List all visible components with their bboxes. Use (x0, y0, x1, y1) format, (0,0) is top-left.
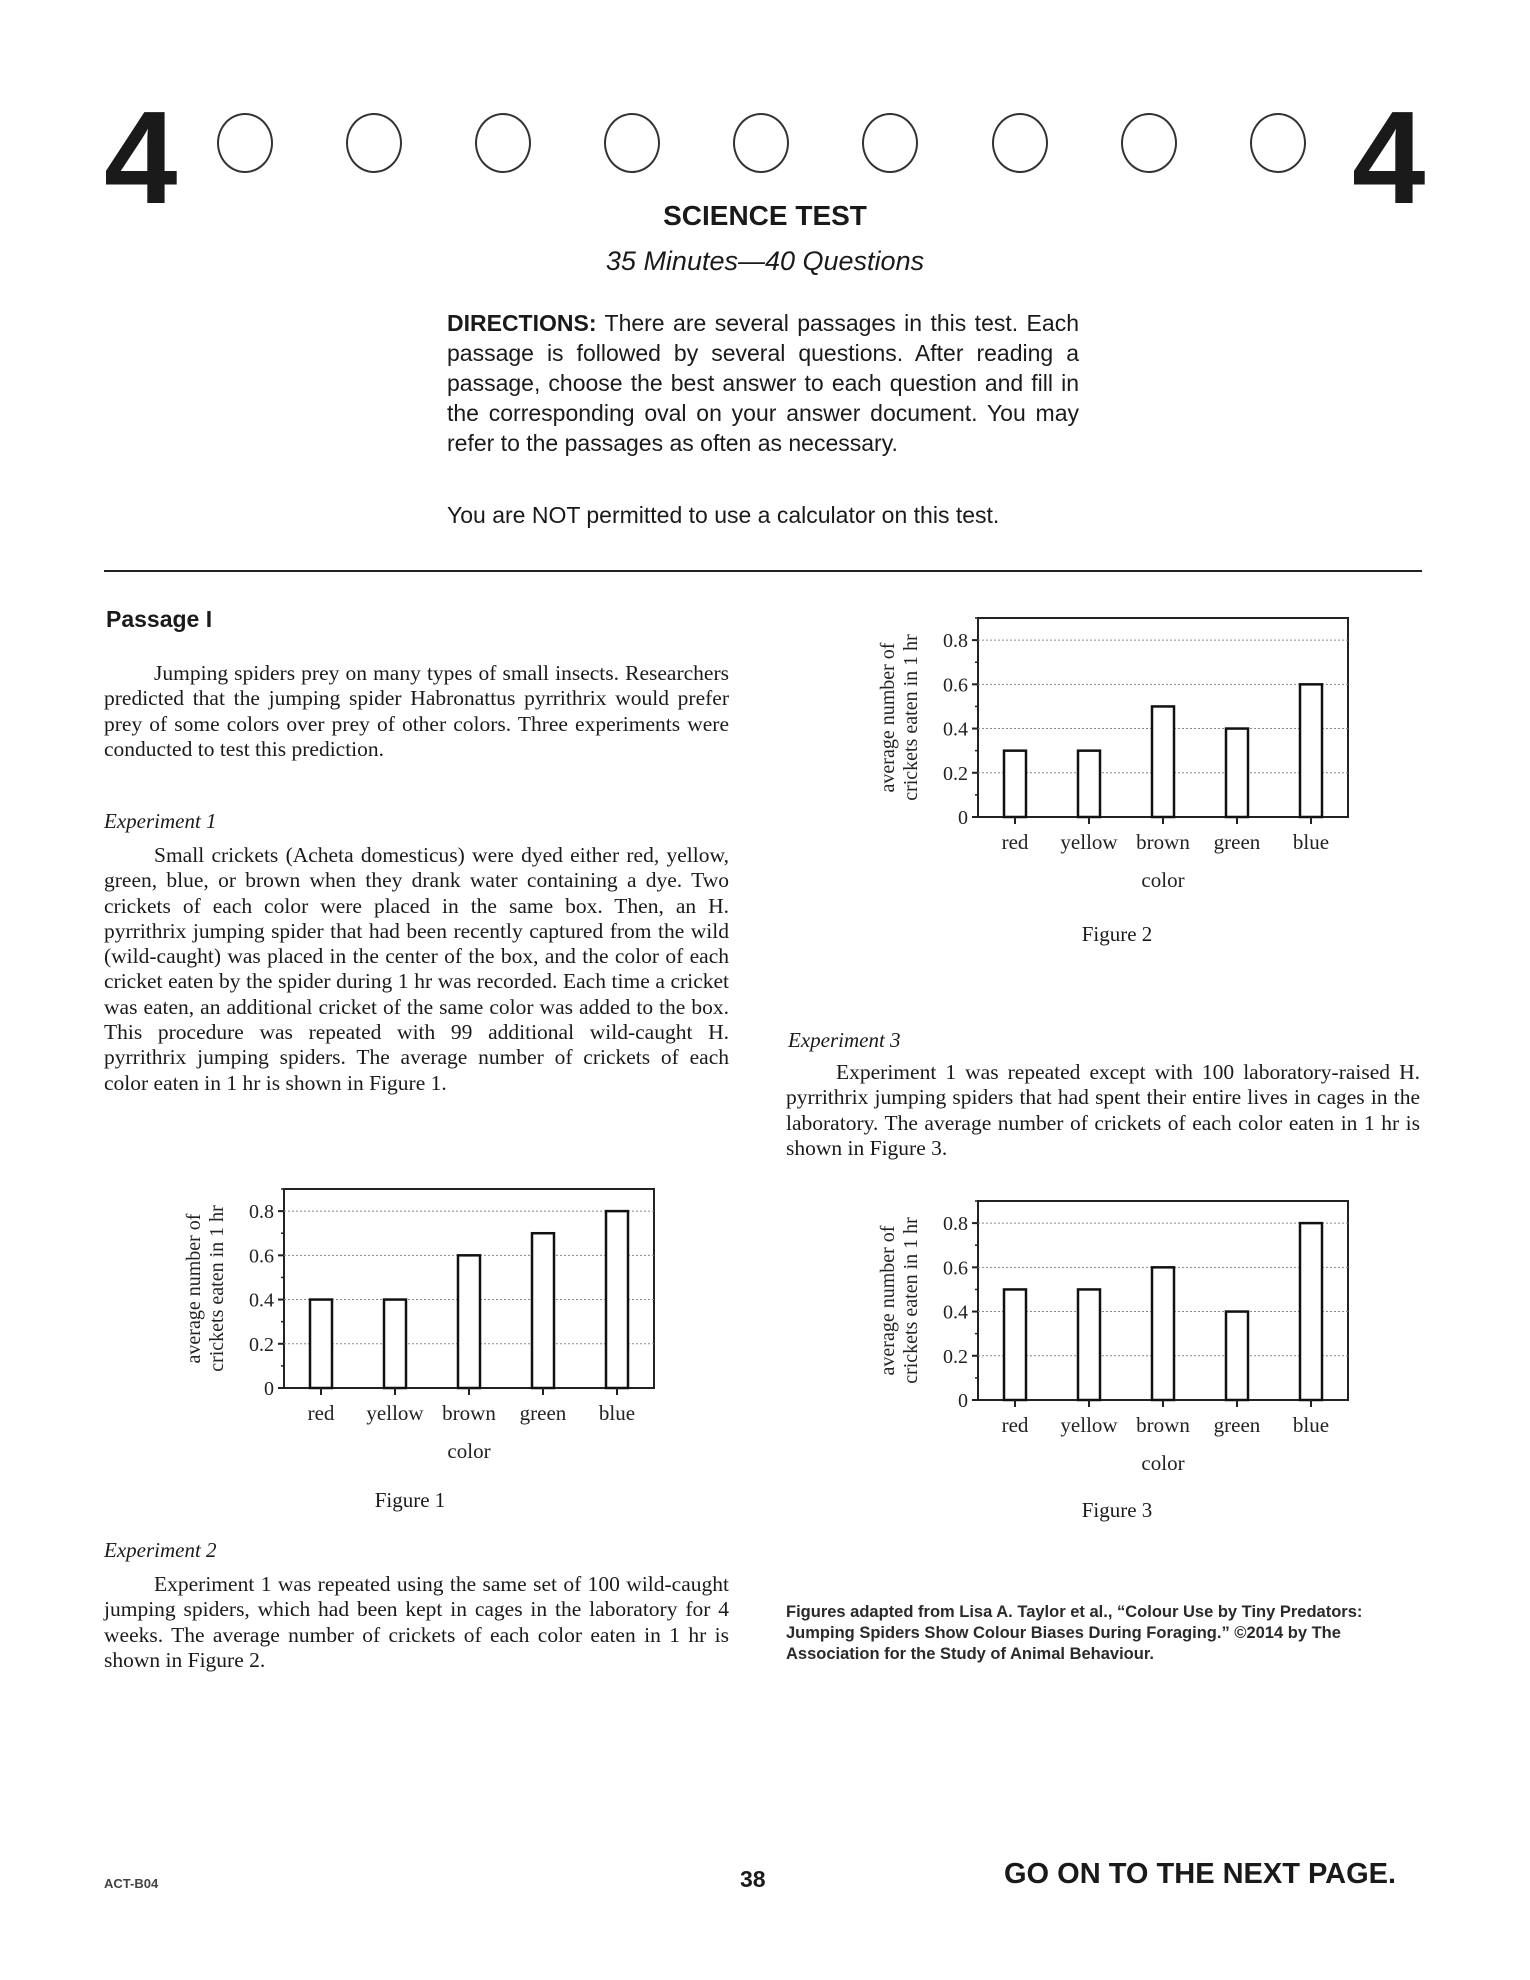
bar-brown (1152, 1267, 1174, 1400)
y-axis-label: average number of (183, 1213, 205, 1364)
figure1-caption: Figure 1 (374, 1488, 446, 1512)
calculator-note: You are NOT permitted to use a calculator on this test. (447, 502, 1000, 528)
oval-icon (604, 113, 660, 173)
figure1-chart (176, 1183, 666, 1473)
x-tick-label: green (519, 1401, 567, 1425)
y-tick-label: 0.8 (249, 1201, 274, 1224)
experiment2-text (104, 1572, 729, 1673)
figure2-caption: Figure 2 (1081, 922, 1153, 946)
x-tick-label: red (1001, 1413, 1029, 1437)
oval-icon (217, 113, 273, 173)
directions-text: There are several passages in this test. Each passage is followed by several questions. After reading a passage, choose the best answer to each question and fill in the corresponding oval on your answer document. You may refer to the passages as often as necessary. (447, 310, 1079, 456)
bar-red (1004, 751, 1026, 817)
y-tick-label: 0.4 (943, 1301, 968, 1324)
figure-credit: Figures adapted from Lisa A. Taylor et al., “Colour Use by Tiny Predators: Jumping Spiders Show Colour Biases During Foraging.” ©2014 by The Association for the Study of Animal Behaviour. (786, 1603, 1363, 1663)
divider (104, 570, 1422, 572)
go-on-notice: GO ON TO THE NEXT PAGE. (1004, 1858, 1397, 1890)
x-tick-label: blue (1292, 1413, 1330, 1437)
x-axis-label: color (1141, 1451, 1185, 1475)
y-axis-label: average number of (877, 1225, 899, 1376)
bar-blue (1300, 684, 1322, 817)
bar-red (310, 1300, 332, 1388)
experiment3-body: Experiment 1 was repeated except with 100 laboratory-raised H. pyrrithrix jumping spiders that had spent their entire lives in cages in the laboratory. The average number of crickets of each color eaten in 1 hr is shown in Figure 3. (786, 1060, 1420, 1160)
bar-blue (1300, 1223, 1322, 1400)
figure2-chart (870, 612, 1360, 897)
oval-icon (733, 113, 789, 173)
y-tick-label: 0.8 (943, 1213, 968, 1236)
bar-brown (458, 1255, 480, 1388)
test-title: SCIENCE TEST (663, 200, 867, 231)
bar-blue (606, 1211, 628, 1388)
test-subtitle: 35 Minutes—40 Questions (605, 246, 925, 276)
directions (447, 308, 1079, 458)
x-tick-label: green (1213, 1413, 1261, 1437)
y-axis-label: crickets eaten in 1 hr (900, 634, 922, 801)
x-tick-label: green (1213, 830, 1261, 854)
y-axis-label: average number of (877, 642, 899, 793)
form-code: ACT-B04 (104, 1876, 159, 1891)
experiment2-heading: Experiment 2 (104, 1538, 217, 1562)
y-tick-label: 0.6 (249, 1245, 274, 1268)
oval-icon (992, 113, 1048, 173)
directions-label: DIRECTIONS: (447, 310, 597, 336)
figure3-caption: Figure 3 (1081, 1498, 1153, 1522)
bar-green (1226, 729, 1248, 817)
y-tick-label: 0.4 (943, 718, 968, 741)
y-tick-label: 0 (958, 1390, 968, 1412)
section-number-right: 4 (1352, 84, 1426, 231)
x-tick-label: blue (1292, 830, 1330, 854)
experiment1-text (104, 843, 729, 1096)
oval-icon (1121, 113, 1177, 173)
chart-svg (870, 612, 1360, 897)
x-tick-label: yellow (1060, 1413, 1118, 1437)
bar-green (1226, 1312, 1248, 1400)
bar-yellow (384, 1300, 406, 1388)
chart-svg (176, 1183, 666, 1468)
passage-intro-text: Jumping spiders prey on many types of small insects. Researchers predicted that the jumping spider Habronattus pyrrithrix would prefer prey of some colors over prey of other colors. Three experiments were conducted to test this prediction. (104, 661, 729, 761)
x-tick-label: brown (442, 1401, 496, 1425)
y-tick-label: 0.6 (943, 1257, 968, 1280)
bar-red (1004, 1289, 1026, 1400)
bar-brown (1152, 706, 1174, 817)
experiment1-heading: Experiment 1 (104, 809, 217, 833)
y-axis-label: crickets eaten in 1 hr (900, 1217, 922, 1384)
experiment1-body: Small crickets (Acheta domesticus) were dyed either red, yellow, green, blue, or brown when they drank water containing a dye. Two crickets of each color were placed in the same box. Then, an H. pyrrithrix jumping spider that had been recently captured from the wild (wild-caught) was placed in the center of the box, and the color of each cricket eaten by the spider during 1 hr was recorded. Each time a cricket was eaten, an additional cricket of the same color was added to the box. This procedure was repeated with 99 additional wild-caught H. pyrrithrix jumping spiders. The average number of crickets of each color eaten in 1 hr is shown in Figure 1. (104, 843, 729, 1095)
y-tick-label: 0 (264, 1378, 274, 1400)
experiment2-body: Experiment 1 was repeated using the same set of 100 wild-caught jumping spiders, which had been kept in cages in the laboratory for 4 weeks. The average number of crickets of each color eaten in 1 hr is shown in Figure 2. (104, 1572, 729, 1672)
bar-yellow (1078, 1289, 1100, 1400)
x-tick-label: brown (1136, 1413, 1190, 1437)
y-tick-label: 0 (958, 807, 968, 829)
x-tick-label: blue (598, 1401, 636, 1425)
x-axis-label: color (447, 1439, 491, 1463)
y-tick-label: 0.2 (249, 1333, 274, 1356)
y-axis-label: crickets eaten in 1 hr (206, 1205, 228, 1372)
experiment3-heading: Experiment 3 (788, 1028, 901, 1052)
bar-green (532, 1233, 554, 1388)
x-tick-label: brown (1136, 830, 1190, 854)
y-tick-label: 0.2 (943, 1345, 968, 1368)
x-axis-label: color (1141, 868, 1185, 892)
oval-icon (475, 113, 531, 173)
oval-icon (862, 113, 918, 173)
x-tick-label: yellow (366, 1401, 424, 1425)
bar-yellow (1078, 751, 1100, 817)
passage-intro (104, 661, 729, 762)
x-tick-label: yellow (1060, 830, 1118, 854)
figure3-chart (870, 1195, 1360, 1480)
page-number: 38 (740, 1866, 766, 1892)
oval-icon (1250, 113, 1306, 173)
oval-icon (346, 113, 402, 173)
y-tick-label: 0.4 (249, 1289, 274, 1312)
y-tick-label: 0.6 (943, 674, 968, 697)
experiment3-text (786, 1060, 1420, 1161)
y-tick-label: 0.8 (943, 630, 968, 653)
y-tick-label: 0.2 (943, 762, 968, 785)
x-tick-label: red (1001, 830, 1029, 854)
chart-svg (870, 1195, 1360, 1480)
passage-title: Passage I (106, 606, 213, 632)
section-number-left: 4 (104, 84, 178, 231)
x-tick-label: red (307, 1401, 335, 1425)
